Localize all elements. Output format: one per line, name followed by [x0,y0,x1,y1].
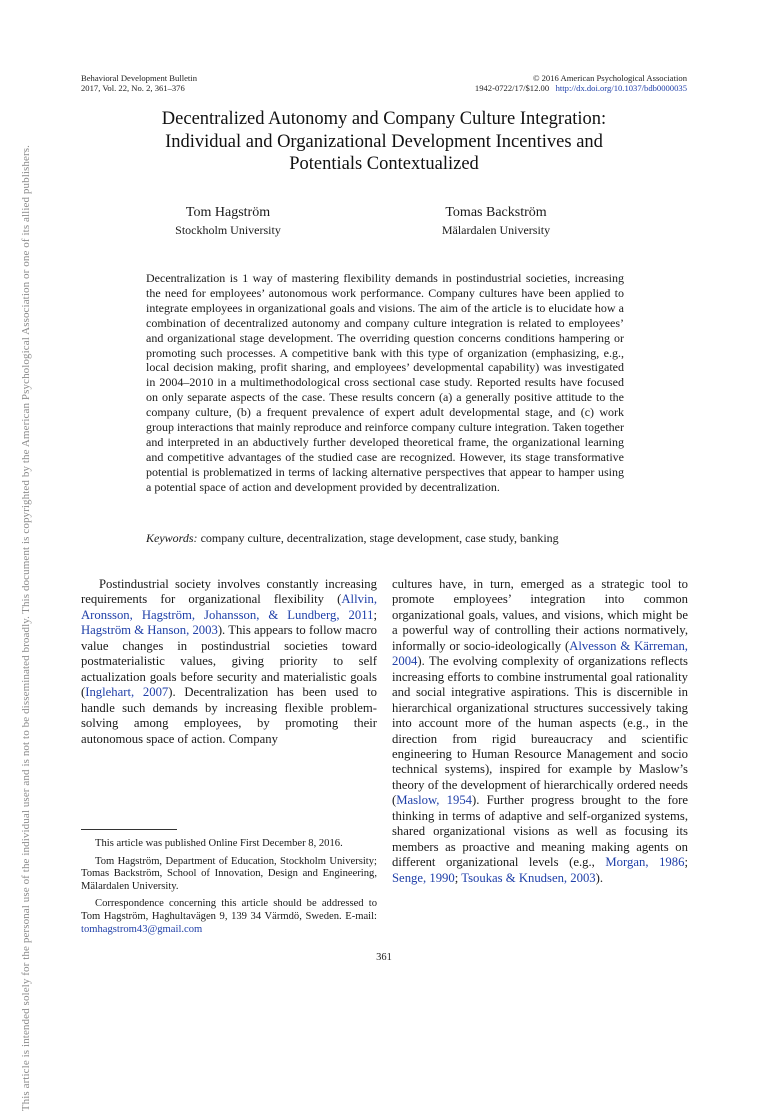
footnote-affiliations: Tom Hagström, Department of Education, Stockholm University; Tomas Backström, School of Innovation, Design and Engineering, Mälardalen University. [81,855,377,892]
body-text: Postindustrial society involves constantly increasing requirements for organizational flexibility ( [81,577,377,607]
citation-link[interactable]: Tsoukas & Knudsen, 2003 [461,870,596,885]
article-title [81,108,687,176]
body-column-right [392,577,688,886]
copyright-line: © 2016 American Psychological Association [532,73,687,83]
citation-link[interactable]: Allvin, Aronsson, Hagström, Johansson, & Lundberg, 2011 [81,592,377,622]
author-2 [386,204,606,238]
body-text: cultures have, in turn, emerged as a strategic tool to promote employees’ integration into common organizational goals, values, and visions, which might be a powerful way of controlling their actions normatively, informally or socio-ideologically ( [392,577,688,653]
side-notice-line-1: This document is copyrighted by the American Psychological Association or one of its allied publishers. [20,144,32,614]
journal-citation: 2017, Vol. 22, No. 2, 361–376 [81,83,185,93]
issn: 1942-0722/17/$12.00 [474,83,550,93]
citation-link[interactable]: Senge, 1990 [392,870,455,885]
title-line-2: Individual and Organizational Development Incentives and [165,131,603,152]
body-text: ). [595,870,604,885]
body-text: ). This appears to follow macro value changes in postindustrial societies toward postmaterialistic values, giving priority to self actualization goals before security and materialistic goals ( [81,623,377,700]
keywords-label: Keywords: [146,531,198,545]
issn-doi-line [475,83,687,93]
footnote-published: This article was published Online First December 8, 2016. [95,838,343,849]
title-line-1: Decentralized Autonomy and Company Culture Integration: [161,109,607,129]
body-text: ; [454,870,462,885]
citation-link[interactable]: Maslow, 1954 [396,793,473,808]
page-number: 361 [376,952,392,963]
body-column-left [81,577,377,747]
title-line-3: Potentials Contextualized [289,154,479,174]
footnote-correspondence [81,898,377,936]
journal-info [81,73,197,93]
author-name: Tom Hagström [185,205,271,220]
body-text: ; [373,607,377,622]
correspondence-text: Correspondence concerning this article should be addressed to Tom Hagström, Haghultavägen 9, 139 34 Värmdö, Sweden. E-mail: [81,898,377,922]
email-link[interactable]: tomhagstrom43@gmail.com [81,923,203,935]
body-text: ). The evolving complexity of organizations reflects increasing efforts to combine instrumental goal rationality and social integrative aspirations. This is discernible in hierarchical organizational structures successively taking into account more of the human aspects (e.g., in the direction from rigid bureaucracy and scientific engineering to Human Resource Management and socio technical systems), inspired for example by Maslow’s theory of the development of hierarchically ordered needs ( [392,654,688,808]
body-text: ). Further progress brought to the fore thinking in terms of adaptive and self-organized systems, shared organizational visions as well as focusing its members as proactive and meaning making agents on different organizational levels (e.g., [392,793,689,870]
citation-link[interactable]: Alvesson & Kärreman, 2004 [392,638,688,669]
citation-link[interactable]: Inglehart, 2007 [85,685,169,700]
body-text: ). Decentralization has been used to handle such demands by increasing flexible problem-solving among employees, by promoting their autonomous space of action. Company [81,685,378,746]
author-affiliation: Mälardalen University [441,223,551,237]
keywords-text: company culture, decentralization, stage development, case study, banking [200,531,559,545]
citation-link[interactable]: Morgan, 1986 [605,855,685,870]
doi-link[interactable]: http://dx.doi.org/10.1037/bdb0000035 [555,83,687,93]
author-1 [118,204,338,238]
body-text: ; [684,855,688,870]
keywords [146,531,624,546]
citation-link[interactable]: Hagström & Hanson, 2003 [81,623,218,638]
copyright-side-notice [6,144,46,1111]
author-name: Tomas Backström [445,205,547,220]
abstract: Decentralization is 1 way of mastering flexibility demands in postindustrial societies, increasing the need for employees’ autonomous work performance. Company cultures have been applied to integrate employees in organizational goals and visions. The aim of the article is to elucidate how a combination of decentralized autonomy and company culture integration is related to employees’ and organizational stage development. The overriding question concerns conditions hampering or promoting such processes. A competitive bank with this type of organization (emphasizing, e.g., local decision making, profit sharing, and employees’ developmental capability) was investigated in 2004–2010 in a multimethodological cross sectional case study. Reported results have focused on only separate aspects of the case. These results concern (a) a generally positive attitude to the company culture, (b) a frequent prevalence of expert adult developmental stage, and (c) work group interactions that mainly reproduce and reinforce company culture integration. Taken together and interpreted in an abductively further developed theoretical frame, the organizational learning and competitive advantages of the studied case are recognized. However, its stage transformative potential is problematized in terms of lacking alternative perspectives that appear to hamper using a potential space of action and development provided by decentralization. [146,271,624,494]
author-affiliation: Stockholm University [175,223,281,237]
footnote-divider [81,829,177,830]
journal-name: Behavioral Development Bulletin [81,73,197,83]
footnotes [81,838,377,941]
publisher-info [475,73,687,93]
side-notice-line-2: This article is intended solely for the personal use of the individual user and is not to be disseminated broadly. [20,615,32,1111]
